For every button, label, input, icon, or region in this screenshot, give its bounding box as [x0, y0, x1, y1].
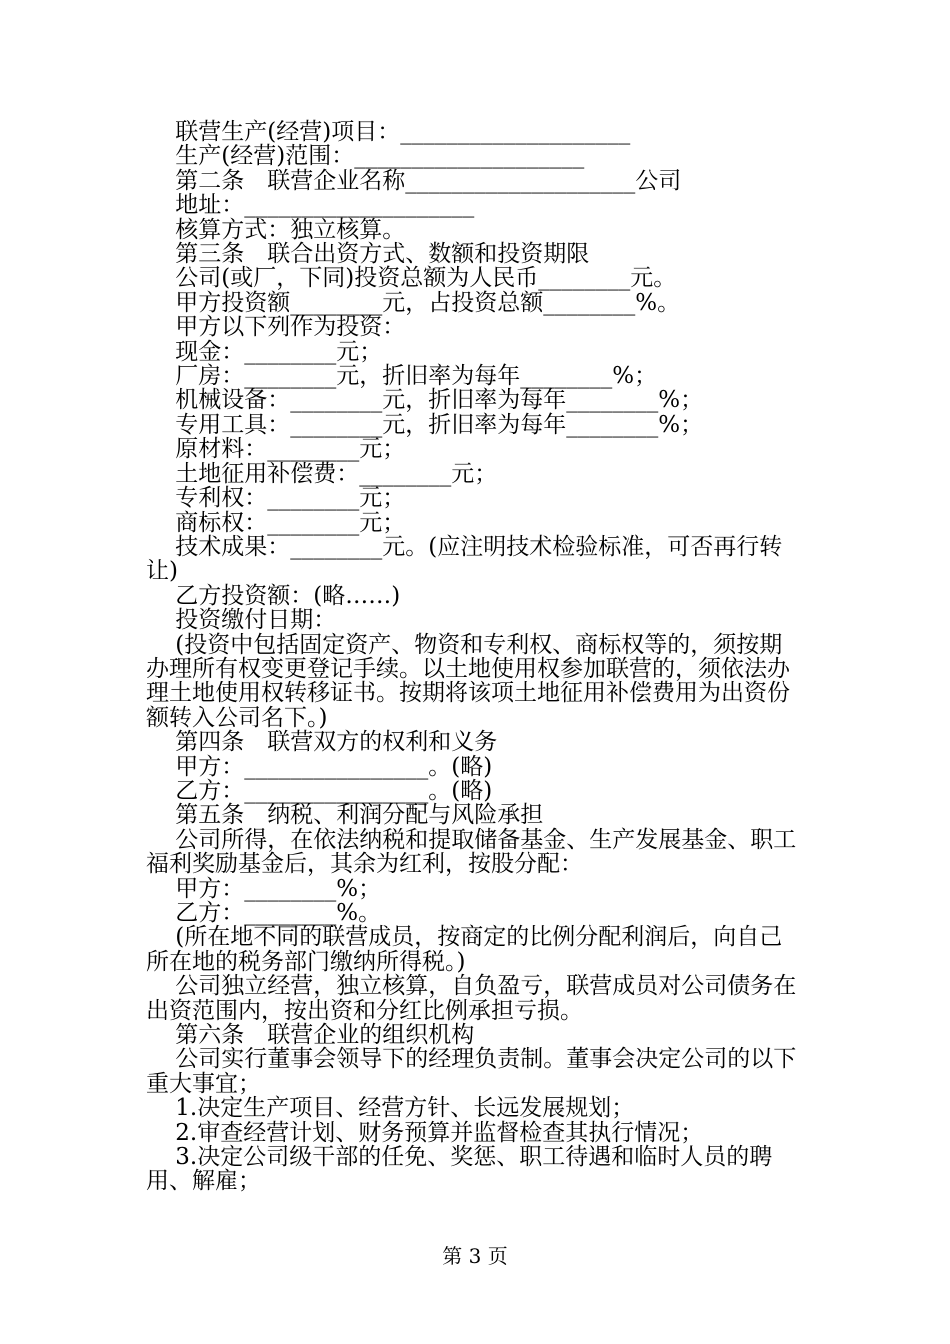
- line-payment-date: 投资缴付日期：: [146, 607, 337, 634]
- article-4-heading: 第四条 联营双方的权利和义务: [146, 729, 498, 756]
- line-party-a-items: 甲方以下列作为投资：: [146, 314, 406, 341]
- line-project: 联营生产(经营)项目：____________________: [146, 119, 631, 145]
- line-party-a-share: 甲方：________%；: [146, 875, 382, 902]
- line-land-compensation: 土地征用补偿费：________元；: [146, 460, 498, 487]
- line-party-a-rights: 甲方：________________。(略): [146, 753, 493, 780]
- line-plant: 厂房：________元，折旧率为每年________%；: [146, 363, 658, 390]
- document-body: [146, 120, 802, 1194]
- line-total-investment: 公司(或厂，下同)投资总额为人民币________元。: [146, 265, 677, 292]
- paragraph-risk: 公司独立经营，独立核算，自负盈亏，联营成员对公司债务在出资范围内，按出资和分红比例承担亏损。: [146, 973, 797, 1024]
- list-item-1: 1.决定生产项目、经营方针、长远发展规划；: [146, 1095, 635, 1122]
- list-item-2: 2.审查经营计划、财务预算并监督检查其执行情况；: [146, 1119, 704, 1146]
- line-machinery: 机械设备：________元，折旧率为每年________%；: [146, 387, 704, 414]
- paragraph-profit-distribution: 公司所得，在依法纳税和提取储备基金、生产发展基金、职工福利奖励基金后，其余为红利，按股分配：: [146, 826, 797, 878]
- line-accounting: 核算方式：独立核算。: [146, 216, 406, 243]
- line-party-a-investment: 甲方投资额________元，占投资总额________%。: [146, 289, 681, 316]
- line-party-b-share: 乙方：________%。: [146, 900, 382, 926]
- line-cash: 现金：________元；: [146, 338, 383, 365]
- line-address: 地址：____________________: [146, 192, 475, 219]
- paragraph-board: 公司实行董事会领导下的经理负责制。董事会决定公司的以下重大事宜；: [146, 1046, 797, 1097]
- paragraph-tax-note: (所在地不同的联营成员，按商定的比例分配利润后，向自己所在地的税务部门缴纳所得税。): [146, 924, 783, 975]
- line-tools: 专用工具：________元，折旧率为每年________%；: [146, 411, 704, 438]
- page-footer: 第 3 页: [442, 1244, 508, 1268]
- line-trademark: 商标权：________元；: [146, 509, 406, 536]
- article-5-heading: 第五条 纳税、利润分配与风险承担: [146, 802, 544, 829]
- line-party-b-rights: 乙方：________________。(略): [146, 777, 493, 804]
- article-6-heading: 第六条 联营企业的组织机构: [146, 1022, 475, 1049]
- list-item-3: 3.决定公司级干部的任免、奖惩、职工待遇和临时人员的聘用、解雇；: [146, 1144, 773, 1195]
- line-patent: 专利权：________元；: [146, 485, 406, 512]
- line-materials: 原材料：________元；: [146, 436, 406, 463]
- paragraph-investment-note: (投资中包括固定资产、物资和专利权、商标权等的，须按期办理所有权变更登记手续。以土地使用权参加联营的，须依法办理土地使用权转移证书。按期将该项土地征用补偿费用为出资份额转入公司名下。): [146, 631, 790, 731]
- line-party-b-investment: 乙方投资额：(略……): [146, 582, 401, 609]
- article-3-heading: 第三条 联合出资方式、数额和投资期限: [146, 241, 590, 268]
- line-technology: 技术成果：________元。(应注明技术检验标准，可否再行转让): [146, 533, 783, 585]
- line-scope: 生产(经营)范围：____________________: [146, 143, 585, 170]
- article-2-heading: 第二条 联营企业名称____________________公司: [146, 167, 682, 194]
